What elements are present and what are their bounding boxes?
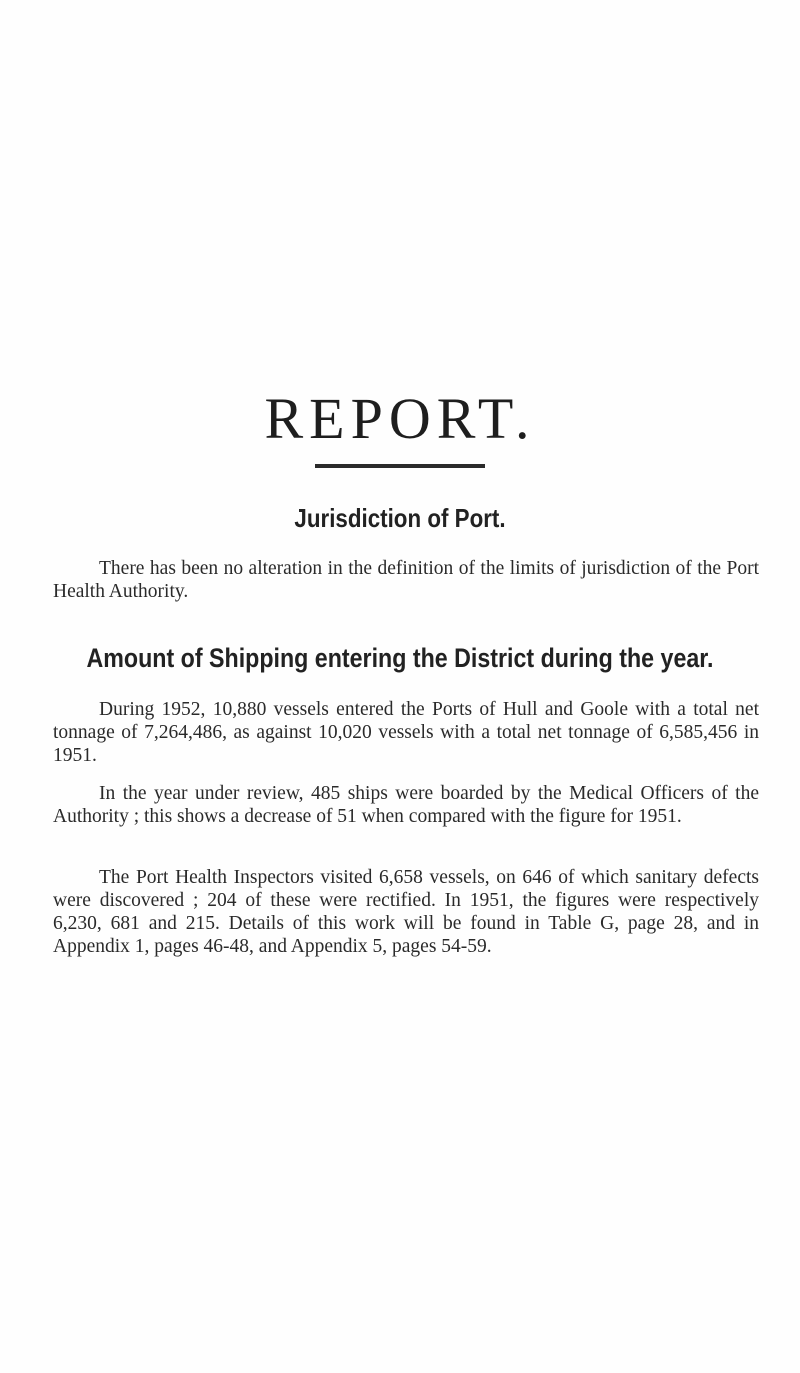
paragraph-vessels-entered: During 1952, 10,880 vessels entered the Ports of Hull and Goole with a total net tonnage of 7,264,486, as against 10,020 vessels with a total net tonnage of 6,585,456 in 1951.	[53, 699, 759, 766]
section-heading-shipping: Amount of Shipping entering the District during the year.	[86, 643, 714, 673]
section-heading-jurisdiction: Jurisdiction of Port.	[294, 503, 506, 533]
paragraph-jurisdiction: There has been no alteration in the definition of the limits of jurisdiction of the Port Health Authority.	[53, 558, 759, 602]
paragraph-ships-boarded: In the year under review, 485 ships were boarded by the Medical Officers of the Authority ; this shows a decrease of 51 when compared with the figure for 1951.	[53, 783, 759, 827]
report-title: REPORT.	[264, 386, 536, 451]
paragraph-inspections: The Port Health Inspectors visited 6,658 vessels, on 646 of which sanitary defects were discovered ; 204 of these were rectified. In 1951, the figures were respectively 6,230, 681 and 215. Details of this work will be found in Table G, page 28, and in Appendix 1, pages 46-48, and Appendix 5, pages 54-59.	[53, 867, 759, 957]
title-underline-rule	[315, 464, 485, 468]
